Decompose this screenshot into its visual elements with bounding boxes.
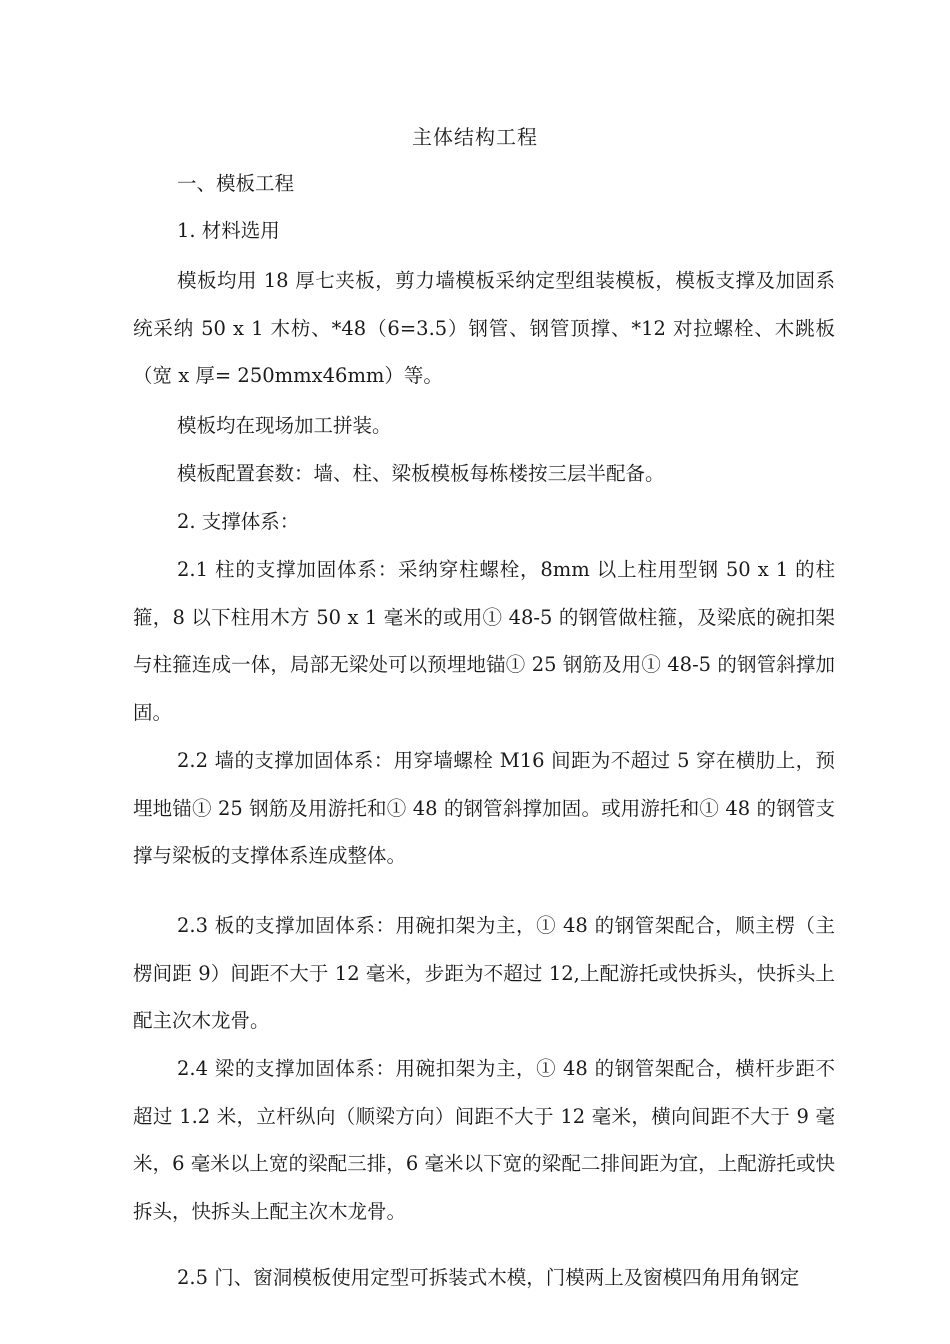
heading-material-selection: 1. 材料选用 (177, 219, 280, 242)
paragraph-materials: 模板均用 18 厚七夹板，剪力墙模板采纳定型组装模板，模板支撑及加固系统采纳 50 x 1 木枋、*48（6=3.5）钢管、钢管顶撑、*12 对拉螺栓、木跳板（宽 x 厚= 250mmx46mm）等。 (133, 269, 835, 387)
paragraph-beam-support: 2.4 梁的支撑加固体系：用碗扣架为主，① 48 的钢管架配合，横杆步距不超过 1.2 米，立杆纵向（顺梁方向）间距不大于 12 毫米，横向间距不大于 9 毫米，6 毫米以上宽的梁配三排，6 毫米以下宽的梁配二排间距为宜，上配游托或快拆头，快拆头上配主次木龙骨。 (133, 1057, 835, 1223)
paragraph-wall-support: 2.2 墙的支撑加固体系：用穿墙螺栓 M16 间距为不超过 5 穿在横肋上，预埋地锚① 25 钢筋及用游托和① 48 的钢管斜撑加固。或用游托和① 48 的钢管支撑与梁板的支撑体系连成整体。 (133, 749, 835, 867)
heading-formwork: 一、模板工程 (177, 172, 295, 195)
document-title: 主体结构工程 (412, 125, 538, 149)
paragraph-slab-support: 2.3 板的支撑加固体系：用碗扣架为主，① 48 的钢管架配合，顺主楞（主楞间距 9）间距不大于 12 毫米，步距为不超过 12,上配游托或快拆头，快拆头上配主次木龙骨。 (133, 914, 835, 1032)
paragraph-formwork-sets: 模板配置套数：墙、柱、梁板模板每栋楼按三层半配备。 (177, 462, 665, 485)
heading-support-system: 2. 支撑体系： (177, 510, 300, 533)
paragraph-onsite-assembly: 模板均在现场加工拼装。 (177, 414, 392, 437)
paragraph-column-support: 2.1 柱的支撑加固体系：采纳穿柱螺栓，8mm 以上柱用型钢 50 x 1 的柱箍，8 以下柱用木方 50 x 1 毫米的或用① 48-5 的钢管做柱箍，及梁底的碗扣架与柱箍连成一体，局部无梁处可以预埋地锚① 25 钢筋及用① 48-5 的钢管斜撑加固。 (133, 558, 835, 724)
paragraph-door-window-formwork: 2.5 门、窗洞模板使用定型可拆装式木模，门模两上及窗模四角用角钢定 (177, 1266, 800, 1289)
